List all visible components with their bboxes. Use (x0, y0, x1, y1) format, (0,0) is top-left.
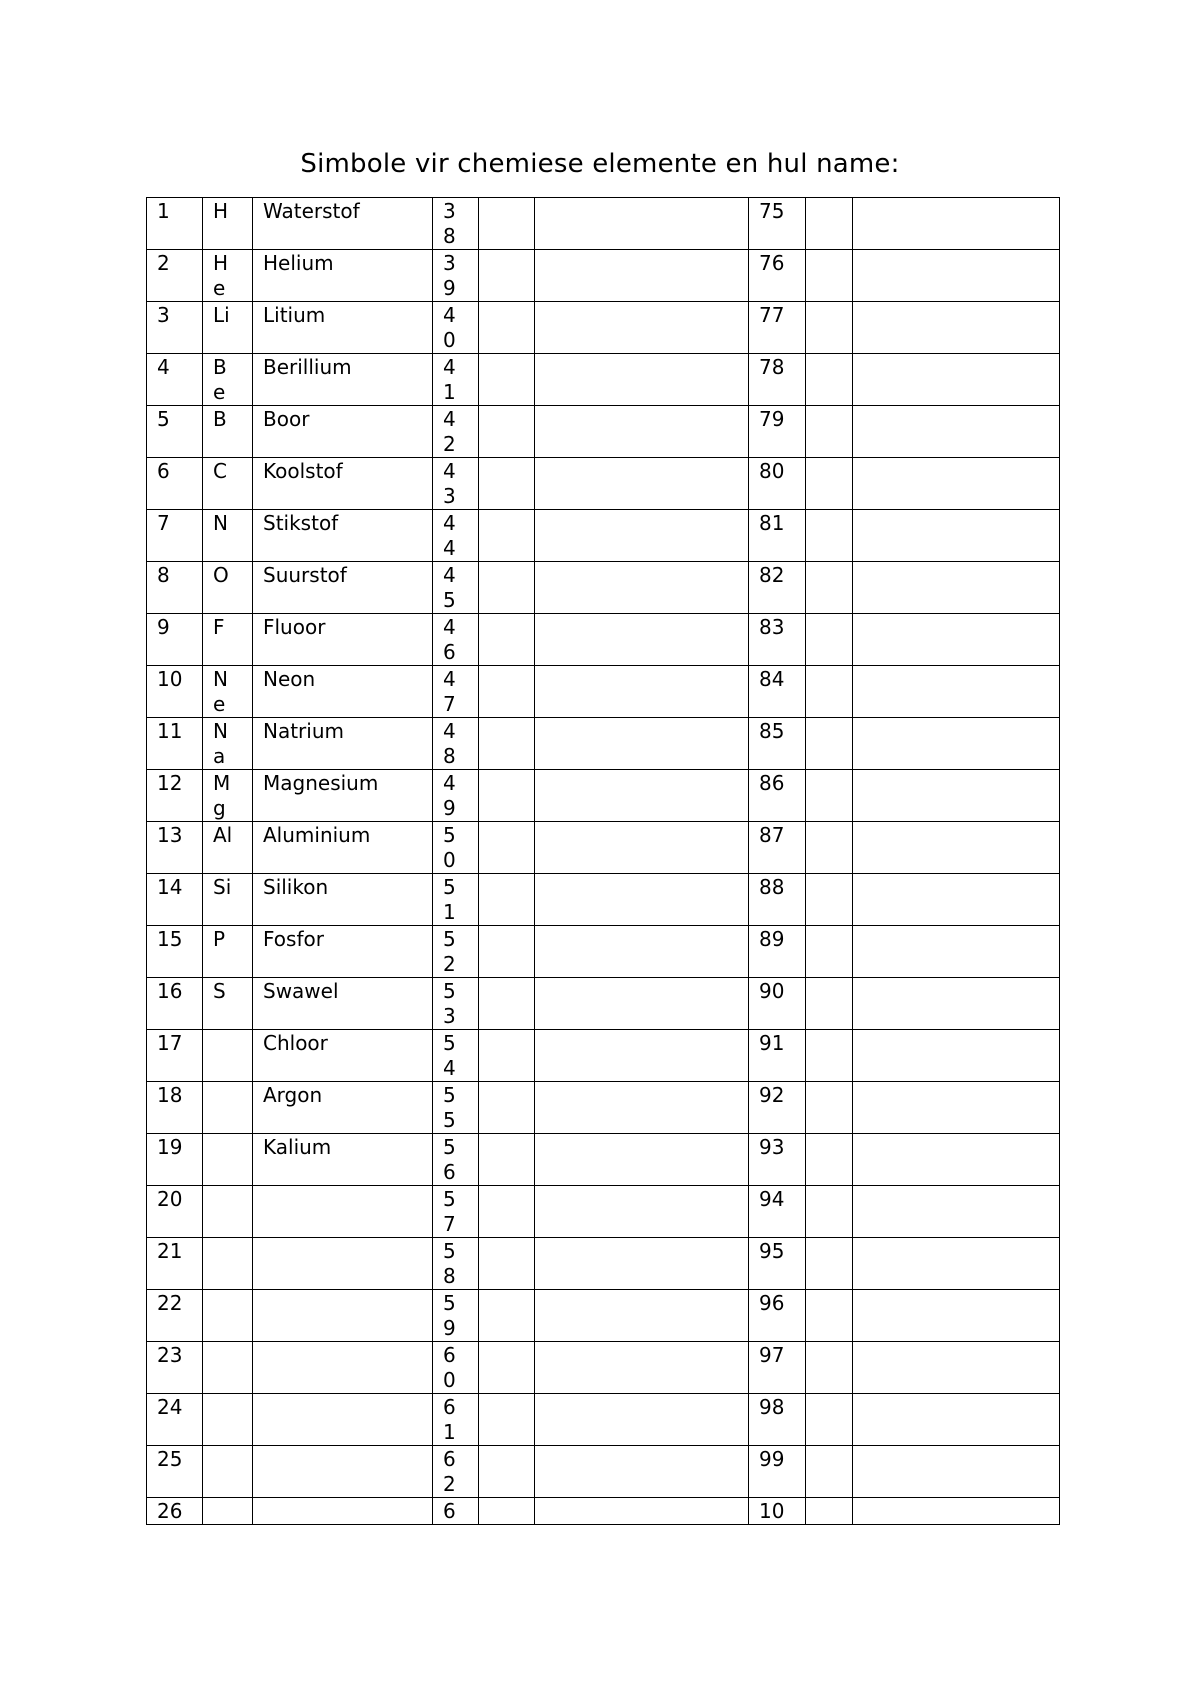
symbol-cell (806, 1238, 853, 1290)
element-name-cell (853, 1342, 1060, 1394)
element-name-cell (853, 926, 1060, 978)
element-name-cell: Berillium (253, 354, 433, 406)
table-row (147, 198, 1060, 250)
element-name-cell (535, 1342, 749, 1394)
atomic-number-cell: 93 (749, 1134, 806, 1186)
atomic-number-cell: 18 (147, 1082, 203, 1134)
symbol-cell (806, 406, 853, 458)
symbol-cell: H (203, 198, 253, 250)
atomic-number-cell: 21 (147, 1238, 203, 1290)
symbol-cell (203, 1342, 253, 1394)
table-row (147, 458, 1060, 510)
element-name-cell (535, 1446, 749, 1498)
table-row (147, 1186, 1060, 1238)
element-name-cell (853, 1498, 1060, 1525)
symbol-cell: N (203, 510, 253, 562)
atomic-number-cell: 11 (147, 718, 203, 770)
symbol-cell (479, 1498, 535, 1525)
atomic-number-cell: 5 (147, 406, 203, 458)
symbol-cell: S (203, 978, 253, 1030)
symbol-cell (806, 1186, 853, 1238)
table-row (147, 510, 1060, 562)
atomic-number-cell: 95 (749, 1238, 806, 1290)
element-name-cell (535, 1082, 749, 1134)
symbol-cell (806, 1394, 853, 1446)
element-name-cell: Aluminium (253, 822, 433, 874)
atomic-number-cell: 14 (147, 874, 203, 926)
element-name-cell: Silikon (253, 874, 433, 926)
element-name-cell: Waterstof (253, 198, 433, 250)
symbol-cell (479, 978, 535, 1030)
symbol-cell (479, 718, 535, 770)
element-name-cell (535, 1290, 749, 1342)
symbol-cell (479, 822, 535, 874)
symbol-cell: B e (203, 354, 253, 406)
table-row (147, 1030, 1060, 1082)
atomic-number-cell: 6 1 (433, 1394, 479, 1446)
table-row (147, 406, 1060, 458)
symbol-cell (479, 1082, 535, 1134)
atomic-number-cell: 80 (749, 458, 806, 510)
atomic-number-cell: 3 9 (433, 250, 479, 302)
element-name-cell (253, 1446, 433, 1498)
symbol-cell (806, 1446, 853, 1498)
symbol-cell (479, 1030, 535, 1082)
symbol-cell: Al (203, 822, 253, 874)
element-name-cell (853, 666, 1060, 718)
symbol-cell (479, 874, 535, 926)
symbol-cell (806, 614, 853, 666)
atomic-number-cell: 7 (147, 510, 203, 562)
table-row (147, 718, 1060, 770)
atomic-number-cell: 10 (749, 1498, 806, 1525)
element-name-cell (535, 926, 749, 978)
atomic-number-cell: 26 (147, 1498, 203, 1525)
element-name-cell (535, 614, 749, 666)
symbol-cell: B (203, 406, 253, 458)
table-row (147, 822, 1060, 874)
element-name-cell (535, 406, 749, 458)
element-name-cell (535, 978, 749, 1030)
table-row (147, 354, 1060, 406)
atomic-number-cell: 12 (147, 770, 203, 822)
symbol-cell (203, 1082, 253, 1134)
symbol-cell (479, 562, 535, 614)
symbol-cell (806, 666, 853, 718)
symbol-cell (806, 822, 853, 874)
symbol-cell (806, 1498, 853, 1525)
table-row (147, 562, 1060, 614)
symbol-cell: Li (203, 302, 253, 354)
element-name-cell: Suurstof (253, 562, 433, 614)
atomic-number-cell: 6 0 (433, 1342, 479, 1394)
atomic-number-cell: 5 4 (433, 1030, 479, 1082)
atomic-number-cell: 4 6 (433, 614, 479, 666)
element-name-cell: Helium (253, 250, 433, 302)
symbol-cell (806, 718, 853, 770)
symbol-cell: P (203, 926, 253, 978)
atomic-number-cell: 15 (147, 926, 203, 978)
symbol-cell (806, 1030, 853, 1082)
table-row (147, 250, 1060, 302)
element-name-cell (253, 1394, 433, 1446)
symbol-cell (479, 666, 535, 718)
element-name-cell (535, 510, 749, 562)
atomic-number-cell: 10 (147, 666, 203, 718)
symbol-cell (806, 354, 853, 406)
atomic-number-cell: 82 (749, 562, 806, 614)
symbol-cell (479, 354, 535, 406)
atomic-number-cell: 4 8 (433, 718, 479, 770)
symbol-cell: C (203, 458, 253, 510)
element-name-cell (853, 510, 1060, 562)
atomic-number-cell: 91 (749, 1030, 806, 1082)
table-row (147, 770, 1060, 822)
symbol-cell (479, 510, 535, 562)
element-name-cell (853, 250, 1060, 302)
element-name-cell (853, 978, 1060, 1030)
symbol-cell (806, 770, 853, 822)
atomic-number-cell: 4 5 (433, 562, 479, 614)
element-name-cell (535, 458, 749, 510)
atomic-number-cell: 6 (433, 1498, 479, 1525)
element-name-cell (853, 198, 1060, 250)
element-name-cell: Neon (253, 666, 433, 718)
table-row (147, 1342, 1060, 1394)
table-row (147, 666, 1060, 718)
symbol-cell (479, 1394, 535, 1446)
atomic-number-cell: 24 (147, 1394, 203, 1446)
symbol-cell (806, 978, 853, 1030)
element-name-cell (853, 770, 1060, 822)
table-row (147, 1498, 1060, 1525)
symbol-cell: N e (203, 666, 253, 718)
element-name-cell (535, 1186, 749, 1238)
element-name-cell (253, 1290, 433, 1342)
element-name-cell (535, 562, 749, 614)
element-name-cell (253, 1186, 433, 1238)
atomic-number-cell: 2 (147, 250, 203, 302)
atomic-number-cell: 85 (749, 718, 806, 770)
atomic-number-cell: 3 (147, 302, 203, 354)
symbol-cell (479, 1446, 535, 1498)
symbol-cell (479, 926, 535, 978)
symbol-cell (203, 1134, 253, 1186)
symbol-cell (806, 302, 853, 354)
table-body (147, 198, 1060, 1525)
element-name-cell (535, 1134, 749, 1186)
atomic-number-cell: 6 (147, 458, 203, 510)
atomic-number-cell: 5 9 (433, 1290, 479, 1342)
element-name-cell (535, 198, 749, 250)
symbol-cell (806, 1342, 853, 1394)
element-name-cell: Kalium (253, 1134, 433, 1186)
atomic-number-cell: 19 (147, 1134, 203, 1186)
atomic-number-cell: 77 (749, 302, 806, 354)
table-row (147, 614, 1060, 666)
element-name-cell (535, 1394, 749, 1446)
atomic-number-cell: 87 (749, 822, 806, 874)
atomic-number-cell: 5 3 (433, 978, 479, 1030)
symbol-cell (203, 1238, 253, 1290)
symbol-cell (479, 198, 535, 250)
symbol-cell (479, 770, 535, 822)
symbol-cell (806, 562, 853, 614)
atomic-number-cell: 86 (749, 770, 806, 822)
atomic-number-cell: 5 7 (433, 1186, 479, 1238)
atomic-number-cell: 84 (749, 666, 806, 718)
element-name-cell (535, 666, 749, 718)
element-name-cell (853, 822, 1060, 874)
element-name-cell (853, 302, 1060, 354)
symbol-cell (806, 458, 853, 510)
table-row (147, 874, 1060, 926)
atomic-number-cell: 4 (147, 354, 203, 406)
atomic-number-cell: 98 (749, 1394, 806, 1446)
atomic-number-cell: 22 (147, 1290, 203, 1342)
symbol-cell (203, 1394, 253, 1446)
atomic-number-cell: 5 1 (433, 874, 479, 926)
symbol-cell (806, 1290, 853, 1342)
atomic-number-cell: 4 1 (433, 354, 479, 406)
atomic-number-cell: 99 (749, 1446, 806, 1498)
table-row (147, 1082, 1060, 1134)
symbol-cell: F (203, 614, 253, 666)
symbol-cell (806, 926, 853, 978)
symbol-cell (479, 614, 535, 666)
element-name-cell (535, 1030, 749, 1082)
element-name-cell (853, 718, 1060, 770)
atomic-number-cell: 4 7 (433, 666, 479, 718)
symbol-cell (479, 1134, 535, 1186)
atomic-number-cell: 4 2 (433, 406, 479, 458)
element-name-cell (535, 718, 749, 770)
symbol-cell (203, 1290, 253, 1342)
atomic-number-cell: 4 9 (433, 770, 479, 822)
element-name-cell: Argon (253, 1082, 433, 1134)
atomic-number-cell: 97 (749, 1342, 806, 1394)
atomic-number-cell: 81 (749, 510, 806, 562)
atomic-number-cell: 17 (147, 1030, 203, 1082)
element-name-cell (535, 1238, 749, 1290)
symbol-cell (203, 1498, 253, 1525)
element-name-cell: Koolstof (253, 458, 433, 510)
symbol-cell (479, 1238, 535, 1290)
element-name-cell (853, 874, 1060, 926)
element-name-cell (853, 458, 1060, 510)
element-name-cell (853, 1238, 1060, 1290)
element-name-cell (853, 562, 1060, 614)
element-name-cell (853, 1186, 1060, 1238)
symbol-cell (203, 1186, 253, 1238)
symbol-cell (806, 198, 853, 250)
atomic-number-cell: 13 (147, 822, 203, 874)
symbol-cell (806, 1134, 853, 1186)
element-name-cell: Boor (253, 406, 433, 458)
element-name-cell (535, 874, 749, 926)
symbol-cell (479, 1186, 535, 1238)
table-row (147, 302, 1060, 354)
atomic-number-cell: 6 2 (433, 1446, 479, 1498)
element-name-cell (253, 1342, 433, 1394)
atomic-number-cell: 9 (147, 614, 203, 666)
atomic-number-cell: 89 (749, 926, 806, 978)
element-name-cell (853, 406, 1060, 458)
atomic-number-cell: 5 6 (433, 1134, 479, 1186)
atomic-number-cell: 20 (147, 1186, 203, 1238)
symbol-cell (806, 250, 853, 302)
atomic-number-cell: 23 (147, 1342, 203, 1394)
symbol-cell (479, 250, 535, 302)
elements-table (146, 197, 1060, 1525)
atomic-number-cell: 5 0 (433, 822, 479, 874)
atomic-number-cell: 78 (749, 354, 806, 406)
element-name-cell (535, 822, 749, 874)
element-name-cell: Litium (253, 302, 433, 354)
atomic-number-cell: 5 8 (433, 1238, 479, 1290)
table-row (147, 1394, 1060, 1446)
atomic-number-cell: 25 (147, 1446, 203, 1498)
symbol-cell (203, 1030, 253, 1082)
atomic-number-cell: 88 (749, 874, 806, 926)
atomic-number-cell: 79 (749, 406, 806, 458)
atomic-number-cell: 3 8 (433, 198, 479, 250)
symbol-cell (806, 510, 853, 562)
element-name-cell (535, 354, 749, 406)
symbol-cell (479, 1342, 535, 1394)
element-name-cell: Natrium (253, 718, 433, 770)
atomic-number-cell: 4 3 (433, 458, 479, 510)
atomic-number-cell: 90 (749, 978, 806, 1030)
element-name-cell: Magnesium (253, 770, 433, 822)
table-row (147, 1290, 1060, 1342)
element-name-cell (253, 1238, 433, 1290)
element-name-cell: Swawel (253, 978, 433, 1030)
table-row (147, 978, 1060, 1030)
element-name-cell (535, 302, 749, 354)
element-name-cell (853, 1290, 1060, 1342)
element-name-cell: Stikstof (253, 510, 433, 562)
atomic-number-cell: 92 (749, 1082, 806, 1134)
symbol-cell: H e (203, 250, 253, 302)
atomic-number-cell: 83 (749, 614, 806, 666)
atomic-number-cell: 4 0 (433, 302, 479, 354)
atomic-number-cell: 76 (749, 250, 806, 302)
element-name-cell (853, 1446, 1060, 1498)
page-title: Simbole vir chemiese elemente en hul name: (300, 149, 900, 179)
symbol-cell (806, 1082, 853, 1134)
symbol-cell (203, 1446, 253, 1498)
table-row (147, 1238, 1060, 1290)
element-name-cell (535, 1498, 749, 1525)
atomic-number-cell: 96 (749, 1290, 806, 1342)
element-name-cell: Fluoor (253, 614, 433, 666)
symbol-cell (479, 406, 535, 458)
atomic-number-cell: 1 (147, 198, 203, 250)
symbol-cell: Si (203, 874, 253, 926)
atomic-number-cell: 94 (749, 1186, 806, 1238)
element-name-cell (853, 1030, 1060, 1082)
atomic-number-cell: 8 (147, 562, 203, 614)
element-name-cell (853, 1394, 1060, 1446)
table-row (147, 1446, 1060, 1498)
atomic-number-cell: 4 4 (433, 510, 479, 562)
symbol-cell: O (203, 562, 253, 614)
element-name-cell (853, 1134, 1060, 1186)
element-name-cell (853, 1082, 1060, 1134)
symbol-cell (479, 1290, 535, 1342)
element-name-cell: Chloor (253, 1030, 433, 1082)
table-row (147, 1134, 1060, 1186)
element-name-cell (253, 1498, 433, 1525)
atomic-number-cell: 5 2 (433, 926, 479, 978)
atomic-number-cell: 16 (147, 978, 203, 1030)
element-name-cell (535, 250, 749, 302)
symbol-cell: N a (203, 718, 253, 770)
element-name-cell (535, 770, 749, 822)
symbol-cell: M g (203, 770, 253, 822)
symbol-cell (479, 302, 535, 354)
element-name-cell (853, 614, 1060, 666)
atomic-number-cell: 5 5 (433, 1082, 479, 1134)
symbol-cell (806, 874, 853, 926)
symbol-cell (479, 458, 535, 510)
table-row (147, 926, 1060, 978)
element-name-cell: Fosfor (253, 926, 433, 978)
element-name-cell (853, 354, 1060, 406)
atomic-number-cell: 75 (749, 198, 806, 250)
